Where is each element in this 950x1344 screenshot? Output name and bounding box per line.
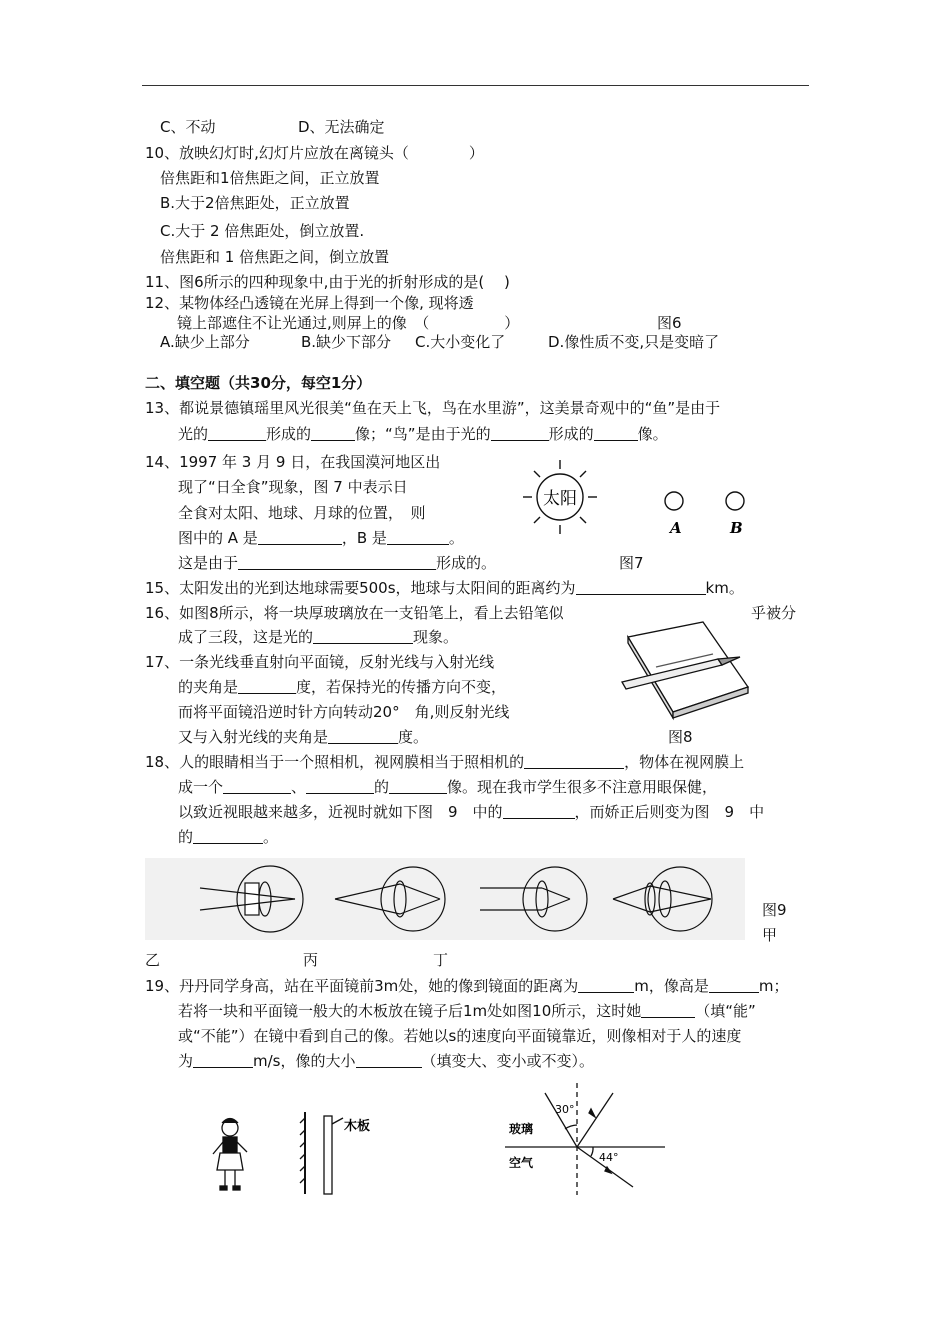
sun-label: 太阳 [543, 489, 577, 509]
question-19-line3: 或“不能”）在镜中看到自己的像。若她以s的速度向平面镜靠近，则像相对于人的速度 [178, 1027, 742, 1045]
label-jia: 甲 [762, 926, 778, 944]
q10-option-b: B.大于2倍焦距处，正立放置 [160, 194, 350, 212]
figure-7-caption: 图7 [619, 554, 644, 572]
label-yi: 乙 [145, 951, 161, 969]
header-rule [142, 85, 809, 86]
answer-blank[interactable] [491, 425, 549, 441]
section-2-title: 二、填空题（共30分，每空1分） [145, 374, 372, 392]
question-17: 17、一条光线垂直射向平面镜，反射光线与入射光线 [145, 653, 495, 671]
question-19-line2: 若将一块和平面镜一般大的木板放在镜子后1m处如图10所示，这时她 （填“能” [178, 1002, 756, 1020]
question-14-line5: 这是由于 形成的。 [178, 554, 497, 572]
question-19: 19、丹丹同学身高，站在平面镜前3m处，她的像到镜面的距离为 m，像高是 m； [145, 977, 789, 995]
answer-blank[interactable] [223, 778, 291, 794]
glass-label: 玻璃 [509, 1122, 534, 1136]
label-a: A [670, 519, 682, 537]
question-14-line3: 全食对太阳、地球、月球的位置， 则 [178, 504, 426, 522]
answer-blank[interactable] [503, 803, 575, 819]
question-15: 15、太阳发出的光到达地球需要500s，地球与太阳间的距离约为 km。 [145, 579, 744, 597]
label-bing: 丙 [303, 951, 319, 969]
answer-blank[interactable] [208, 425, 266, 441]
figure-9-caption: 图9 [762, 901, 787, 919]
question-18-line4: 的 。 [178, 828, 279, 846]
refraction-diagram [505, 1083, 665, 1198]
circle-b [726, 492, 744, 510]
answer-blank[interactable] [641, 1002, 695, 1018]
q10-option-c: C.大于 2 倍焦距处，倒立放置. [160, 222, 365, 240]
answer-blank[interactable] [576, 579, 706, 595]
q10-option-d: 倍焦距和 1 倍焦距之间，倒立放置 [160, 248, 390, 266]
reflected-ray [577, 1093, 613, 1147]
label-b: B [730, 519, 743, 537]
question-17-line4: 又与入射光线的夹角是 度。 [178, 728, 429, 746]
answer-blank[interactable] [193, 828, 263, 844]
answer-blank[interactable] [328, 728, 398, 744]
wood-board [324, 1116, 332, 1194]
angle-44-label: 44° [599, 1151, 619, 1164]
figure-8-glass-pencil [618, 617, 758, 722]
question-18-line3: 以致近视眼越来越多，近视时就如下图 9 中的 ，而娇正后则变为图 9 中 [178, 803, 765, 821]
answer-blank[interactable] [306, 778, 374, 794]
question-12: 12、某物体经凸透镜在光屏上得到一个像, 现将透 [145, 294, 474, 312]
answer-blank[interactable] [313, 628, 413, 644]
question-19-line4: 为 m/s，像的大小 （填变大、变小或不变）。 [178, 1052, 595, 1070]
question-11: 11、图6所示的四种现象中,由于光的折射形成的是( ) [145, 273, 510, 291]
question-18: 18、人的眼睛相当于一个照相机，视网膜相当于照相机的 ，物体在视网膜上 [145, 753, 745, 771]
q12-option-d: D.像性质不变,只是变暗了 [548, 333, 720, 351]
question-13-cont: 光的 形成的 像；“鸟”是由于光的 形成的 像。 [178, 425, 668, 443]
figure-7-sun-earth-moon [510, 457, 770, 547]
question-10: 10、放映幻灯时,幻灯片应放在离镜头（ ） [145, 144, 484, 162]
incident-ray [545, 1093, 577, 1147]
figure-8-caption: 图8 [668, 728, 693, 746]
answer-blank[interactable] [238, 678, 296, 694]
girl-figure [213, 1119, 247, 1191]
question-16-cont: 成了三段，这是光的 现象。 [178, 628, 459, 646]
answer-blank[interactable] [258, 529, 342, 545]
figure-9-eye-diagrams [145, 858, 745, 940]
question-14: 14、1997 年 3 月 9 日，在我国漠河地区出 [145, 453, 441, 471]
answer-blank[interactable] [356, 1052, 422, 1068]
question-14-line4: 图中的 A 是 ，B 是 。 [178, 529, 464, 547]
q10-option-a: 倍焦距和1倍焦距之间，正立放置 [160, 169, 380, 187]
answer-blank[interactable] [578, 977, 634, 993]
figure-6-caption: 图6 [657, 314, 682, 332]
q12-option-b: B.缺少下部分 [301, 333, 392, 351]
question-16-tail: 乎被分 [751, 604, 797, 622]
answer-blank[interactable] [193, 1052, 253, 1068]
angle-30-label: 30° [555, 1103, 575, 1116]
question-13: 13、都说景德镇瑶里风光很美“鱼在天上飞，鸟在水里游”，这美景奇观中的“鱼”是由于 [145, 399, 721, 417]
answer-blank[interactable] [387, 529, 449, 545]
answer-blank[interactable] [311, 425, 355, 441]
option-c: C、不动 [160, 118, 216, 136]
air-label: 空气 [509, 1156, 534, 1170]
label-ding: 丁 [433, 951, 449, 969]
q12-option-c: C.大小变化了 [415, 333, 506, 351]
question-16: 16、如图8所示，将一块厚玻璃放在一支铅笔上，看上去铅笔似 [145, 604, 564, 622]
answer-blank[interactable] [238, 554, 436, 570]
option-d: D、无法确定 [298, 118, 385, 136]
answer-blank[interactable] [389, 778, 447, 794]
question-18-line2: 成一个 、 的 像。现在我市学生很多不注意用眼保健， [178, 778, 718, 796]
q12-option-a: A.缺少上部分 [160, 333, 250, 351]
answer-blank[interactable] [709, 977, 759, 993]
board-label: 木板 [344, 1119, 371, 1134]
answer-blank[interactable] [594, 425, 638, 441]
figure-10-mirror-board [205, 1108, 385, 1198]
question-14-line2: 现了“日全食”现象，图 7 中表示日 [178, 478, 408, 496]
question-17-line2: 的夹角是 度，若保持光的传播方向不变， [178, 678, 507, 696]
answer-blank[interactable] [524, 753, 624, 769]
question-17-line3: 而将平面镜沿逆时针方向转动20° 角,则反射光线 [178, 703, 510, 721]
question-12-cont: 镜上部遮住不让光通过,则屏上的像 （ ） [177, 314, 520, 332]
circle-a [665, 492, 683, 510]
